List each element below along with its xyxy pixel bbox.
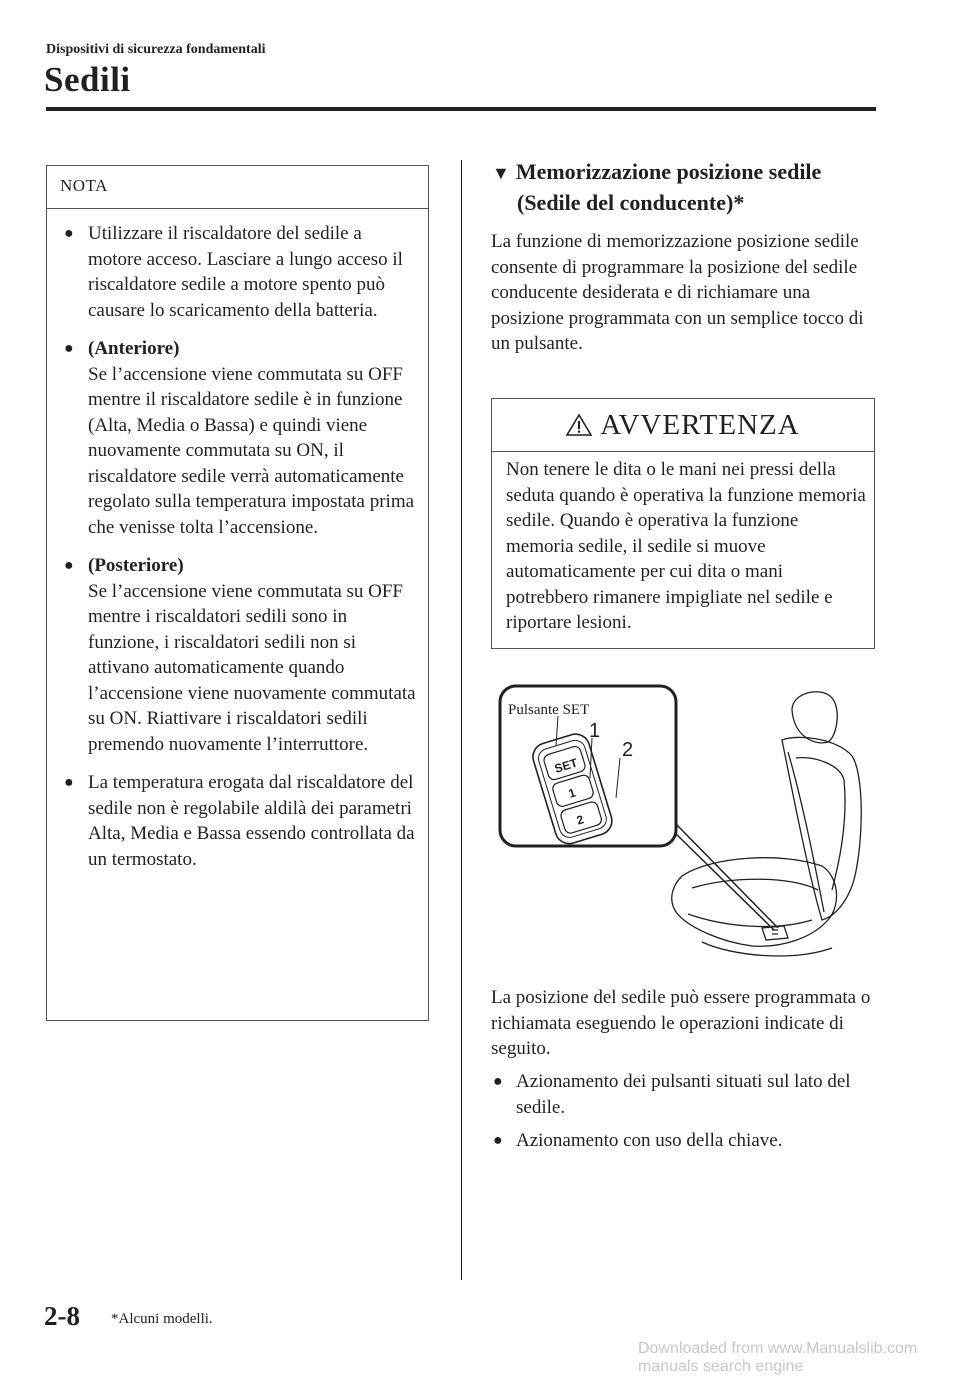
note-item-heading: (Posteriore) (88, 555, 184, 576)
footnote: *Alcuni modelli. (111, 1311, 213, 1327)
note-item (47, 336, 428, 540)
warning-triangle-icon (566, 413, 592, 442)
bullet-icon: ● (64, 774, 74, 791)
note-item-text: Se l’accensione viene commutata su OFF mentre i riscaldatori sedili sono in funzione, i riscaldatori sedili non si attivano automaticamente quando l’accensione viene nuovamente commutata su ON. Riattivare i riscaldatori sedili premendo nuovamente l’interruttore. (88, 580, 416, 755)
note-item (47, 553, 428, 757)
btn-set-label: SET (552, 755, 580, 776)
bullet-icon: ● (64, 225, 74, 242)
btn-1-label: 1 (566, 785, 578, 801)
note-item-heading: (Anteriore) (88, 338, 180, 359)
list-item (491, 1128, 896, 1154)
warning-header (492, 399, 874, 452)
operations-paragraph: La posizione del sedile può essere programmata o richiamata eseguendo le operazioni indicate di seguito. (491, 987, 871, 1059)
section-title: Dispositivi di sicurezza fondamentali (46, 42, 266, 57)
warning-box (491, 398, 875, 649)
bullet-icon: ● (64, 557, 74, 574)
page-number: 2-8 (44, 1301, 80, 1331)
warning-text: Non tenere le dita o le mani nei pressi della seduta quando è operativa la funzione memoria sedile. Quando è operativa la funzione memoria sedile, il sedile si muove automaticamente per cui dita o mani potrebbero rimanere impigliate nel sedile e riportare lesioni. (506, 459, 866, 633)
note-body (47, 209, 428, 872)
note-item-text: Se l’accensione viene commutata su OFF mentre il riscaldatore sedile è in funzione (Alta, Media o Bassa) e quindi viene nuovamente commutata su ON, il riscaldatore sedile verrà automaticamente regolato sulla temperatura impostata prima che venisse tolta l’accensione. (88, 363, 415, 538)
note-title: NOTA (60, 176, 108, 195)
set-button-label: Pulsante SET (508, 702, 590, 718)
seat-illustration (492, 680, 878, 970)
watermark: Downloaded from www.Manualslib.com manuals search engine (638, 1340, 918, 1375)
section-heading (492, 157, 821, 218)
note-header (47, 166, 428, 209)
note-box (46, 165, 429, 1021)
note-item (47, 221, 428, 323)
heading-line-2: (Sedile del conducente)* (517, 190, 745, 215)
note-item (47, 770, 428, 872)
callout-1: 1 (589, 720, 601, 742)
header-rule (46, 107, 876, 111)
intro-paragraph: La funzione di memorizzazione posizione sedile consente di programmare la posizione del sedile conducente desiderata e di richiamare una posizione programmata con un semplice tocco di un pulsante. (491, 231, 864, 354)
bullet-icon: ● (493, 1073, 503, 1090)
heading-line-1: Memorizzazione posizione sedile (515, 159, 822, 184)
note-item-text: Utilizzare il riscaldatore del sedile a motore acceso. Lasciare a lungo acceso il riscaldatore sedile a motore spento può causare lo scaricamento della batteria. (88, 223, 403, 321)
triangle-down-icon: ▼ (492, 163, 510, 183)
list-item-text: Azionamento dei pulsanti situati sul lato del sedile. (516, 1071, 851, 1118)
callout-2: 2 (622, 739, 634, 761)
list-item-text: Azionamento con uso della chiave. (516, 1130, 783, 1151)
column-divider (461, 160, 462, 1280)
note-item-text: La temperatura erogata dal riscaldatore del sedile non è regolabile aldilà dei parametri Alta, Media e Bassa essendo controllata da un termostato. (88, 772, 415, 870)
page-title: Sedili (44, 60, 131, 99)
bullet-icon: ● (64, 340, 74, 357)
bullet-icon: ● (493, 1132, 503, 1149)
list-item (491, 1069, 896, 1120)
warning-title: AVVERTENZA (600, 409, 800, 441)
seat-figure (492, 680, 878, 970)
btn-2-label: 2 (574, 812, 586, 828)
